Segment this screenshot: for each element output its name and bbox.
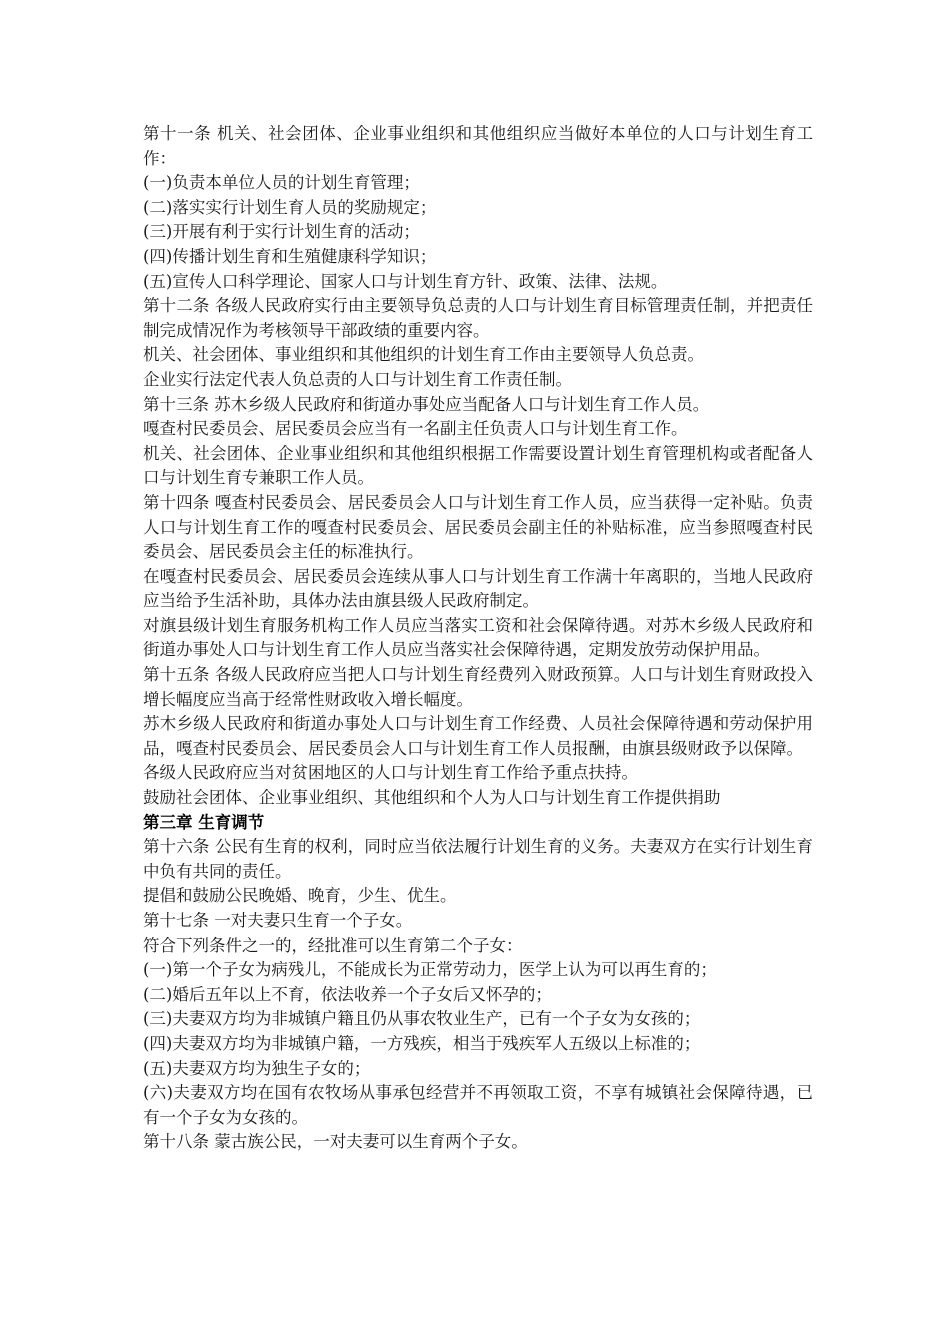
chapter-heading: 第三章 生育调节	[143, 812, 265, 832]
paragraph: (五)宣传人口科学理论、国家人口与计划生育方针、政策、法律、法规。	[143, 271, 668, 291]
paragraph: (一)负责本单位人员的计划生育管理；	[143, 173, 420, 193]
paragraph: 第十七条 一对夫妻只生育一个子女。	[143, 911, 413, 930]
paragraph: 第十五条 各级人民政府应当把人口与计划生育经费列入财政预算。人口与计划生育财政投入增长幅度应当高于经常性财政收入增长幅度。	[143, 665, 813, 709]
paragraph: (二)婚后五年以上不育，依法收养一个子女后又怀孕的；	[143, 984, 552, 1004]
document-body	[143, 122, 813, 1155]
paragraph: 第十一条 机关、社会团体、企业事业组织和其他组织应当做好本单位的人口与计划生育工作：	[143, 124, 813, 168]
paragraph: 对旗县级计划生育服务机构工作人员应当落实工资和社会保障待遇。对苏木乡级人民政府和街道办事处人口与计划生育工作人员应当落实社会保障待遇，定期发放劳动保护用品。	[143, 615, 813, 660]
paragraph: 第十二条 各级人民政府实行由主要领导负总责的人口与计划生育目标管理责任制，并把责任制完成情况作为考核领导干部政绩的重要内容。	[143, 296, 813, 340]
paragraph: 提倡和鼓励公民晚婚、晚育，少生、优生。	[143, 886, 457, 906]
paragraph: 机关、社会团体、事业组织和其他组织的计划生育工作由主要领导人负总责。	[143, 345, 704, 365]
paragraph: 第十三条 苏木乡级人民政府和街道办事处应当配备人口与计划生育工作人员。	[143, 394, 710, 414]
paragraph: (三)开展有利于实行计划生育的活动；	[143, 222, 420, 242]
paragraph: 企业实行法定代表人负总责的人口与计划生育工作责任制。	[143, 369, 572, 389]
paragraph: (三)夫妻双方均为非城镇户籍且仍从事农牧业生产，已有一个子女为女孩的；	[143, 1009, 701, 1029]
paragraph: 苏木乡级人民政府和街道办事处人口与计划生育工作经费、人员社会保障待遇和劳动保护用品，嘎查村民委员会、居民委员会人口与计划生育工作人员报酬，由旗县级财政予以保障。	[143, 714, 813, 758]
paragraph: (四)夫妻双方均为非城镇户籍，一方残疾，相当于残疾军人五级以上标准的；	[143, 1033, 701, 1053]
paragraph: 嘎查村民委员会、居民委员会应当有一名副主任负责人口与计划生育工作。	[143, 419, 688, 439]
paragraph: 第十四条 嘎查村民委员会、居民委员会人口与计划生育工作人员，应当获得一定补贴。负责人口与计划生育工作的嘎查村民委员会、居民委员会副主任的补贴标准，应当参照嘎查村民委员会、居民委员会主任的标准执行。	[143, 492, 813, 562]
paragraph: (五)夫妻双方均为独生子女的；	[143, 1058, 371, 1078]
paragraph: 在嘎查村民委员会、居民委员会连续从事人口与计划生育工作满十年离职的，当地人民政府应当给予生活补助，具体办法由旗县级人民政府制定。	[143, 566, 813, 611]
paragraph: 鼓励社会团体、企业事业组织、其他组织和个人为人口与计划生育工作提供捐助	[143, 788, 721, 808]
paragraph: 第十八条 蒙古族公民，一对夫妻可以生育两个子女。	[143, 1132, 528, 1152]
paragraph: 符合下列条件之一的，经批准可以生育第二个子女：	[143, 935, 523, 955]
paragraph: (六)夫妻双方均在国有农牧场从事承包经营并不再领取工资，不享有城镇社会保障待遇，已有一个子女为女孩的。	[143, 1083, 813, 1127]
paragraph: 机关、社会团体、企业事业组织和其他组织根据工作需要设置计划生育管理机构或者配备人口与计划生育专兼职工作人员。	[143, 443, 813, 488]
paragraph: 第十六条 公民有生育的权利，同时应当依法履行计划生育的义务。夫妻双方在实行计划生育中负有共同的责任。	[143, 837, 813, 881]
paragraph: (四)传播计划生育和生殖健康科学知识；	[143, 246, 437, 266]
paragraph: 各级人民政府应当对贫困地区的人口与计划生育工作给予重点扶持。	[143, 763, 638, 783]
paragraph: (一)第一个子女为病残儿，不能成长为正常劳动力，医学上认为可以再生育的；	[143, 960, 717, 980]
paragraph: (二)落实实行计划生育人员的奖励规定；	[143, 197, 437, 217]
